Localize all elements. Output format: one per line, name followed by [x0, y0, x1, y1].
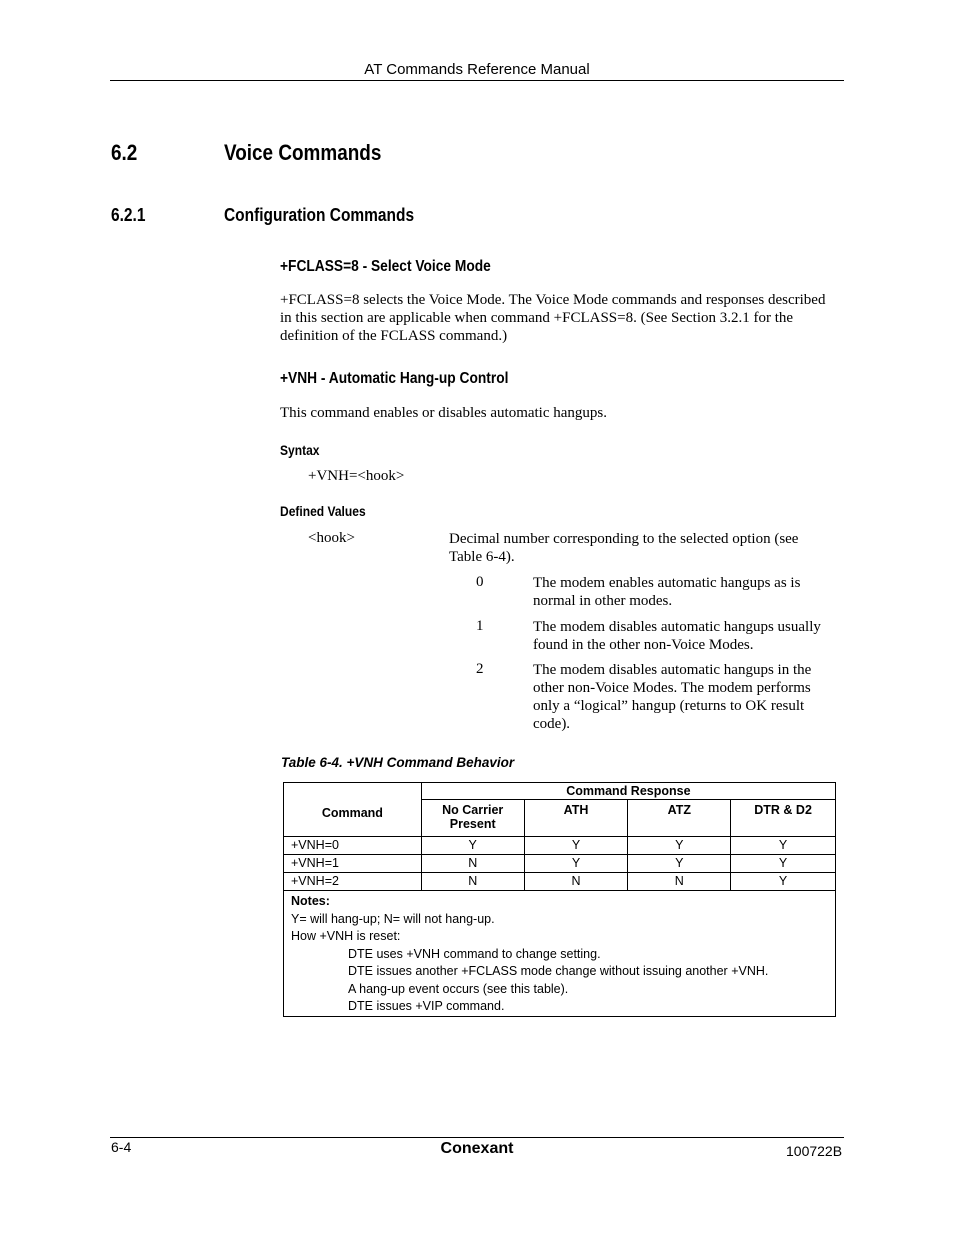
table-cell: Y [731, 873, 836, 891]
option-description: The modem disables automatic hangups in the other non-Voice Modes. The modem performs only a “logical” hangup (returns to OK result code). [533, 662, 812, 732]
fclass-body: +FCLASS=8 selects the Voice Mode. The Voice Mode commands and responses described in this section are applicable when command +FCLASS=8. (See Section 3.2.1 for the definition of the FCLASS command.) [280, 292, 826, 344]
defined-values-heading: Defined Values [280, 503, 366, 519]
vnh-behavior-table [283, 782, 836, 1017]
subsection-number: 6.2.1 [111, 205, 146, 225]
note-line: How +VNH is reset: [291, 929, 401, 943]
table-cell: +VNH=2 [284, 873, 422, 891]
syntax-text: +VNH=<hook> [308, 468, 405, 484]
header-divider [110, 80, 844, 81]
table-cell: Y [731, 855, 836, 873]
vnh-body: This command enables or disables automatic hangups. [280, 405, 608, 421]
reset-item: DTE issues +VIP command. [348, 999, 505, 1013]
table-cell: Y [421, 837, 524, 855]
table-cell: Y [628, 837, 731, 855]
table-row [284, 873, 836, 891]
option-value: 1 [476, 618, 484, 634]
table-cell: Y [628, 855, 731, 873]
reset-item: DTE uses +VNH command to change setting. [348, 946, 601, 961]
vnh-heading: +VNH - Automatic Hang-up Control [280, 370, 509, 387]
param-name: <hook> [308, 530, 355, 546]
fclass-heading: +FCLASS=8 - Select Voice Mode [280, 258, 491, 275]
page-number: 6-4 [111, 1139, 132, 1155]
option-description: The modem enables automatic hangups as is normal in other modes. [533, 575, 801, 609]
column-header: Command [284, 783, 422, 837]
table-cell: Y [524, 855, 628, 873]
section-title: Voice Commands [224, 140, 382, 165]
group-header: Command Response [421, 783, 835, 800]
syntax-heading: Syntax [280, 442, 320, 458]
notes-title: Notes: [291, 894, 330, 908]
table-row [284, 837, 836, 855]
column-header: ATZ [628, 800, 731, 837]
table-row [284, 855, 836, 873]
note-line: Y= will hang-up; N= will not hang-up. [291, 911, 495, 926]
running-header: AT Commands Reference Manual [364, 61, 590, 78]
column-header: DTR & D2 [731, 800, 836, 837]
option-value: 2 [476, 661, 484, 677]
table-cell: N [421, 873, 524, 891]
column-header: No Carrier Present [421, 800, 524, 837]
footer-brand: Conexant [440, 1140, 514, 1157]
table-cell: N [421, 855, 524, 873]
reset-item: DTE issues another +FCLASS mode change without issuing another +VNH. [348, 964, 769, 978]
table-notes [284, 891, 836, 1017]
table-cell: +VNH=1 [284, 855, 422, 873]
option-description: The modem disables automatic hangups usually found in the other non-Voice Modes. [533, 619, 821, 653]
column-header: ATH [524, 800, 628, 837]
table-cell: Y [731, 837, 836, 855]
table-cell: +VNH=0 [284, 837, 422, 855]
table-caption: Table 6-4. +VNH Command Behavior [281, 755, 515, 770]
table-cell: Y [524, 837, 628, 855]
option-value: 0 [476, 574, 484, 590]
reset-item: A hang-up event occurs (see this table). [348, 981, 569, 996]
footer-divider [110, 1137, 844, 1138]
document-number: 100722B [786, 1143, 843, 1159]
param-description: Decimal number corresponding to the selected option (see Table 6-4). [449, 531, 799, 565]
section-number: 6.2 [111, 140, 138, 165]
subsection-title: Configuration Commands [224, 205, 415, 225]
table-cell: N [524, 873, 628, 891]
table-cell: N [628, 873, 731, 891]
